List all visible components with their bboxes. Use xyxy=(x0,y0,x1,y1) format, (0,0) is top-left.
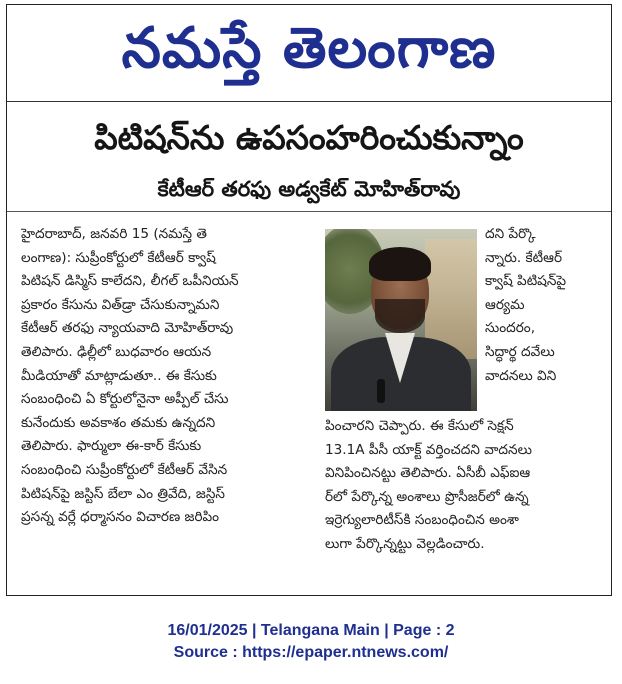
article-line: సంబంధించి సుప్రీంకోర్టులో కేటీఆర్ వేసిన xyxy=(21,461,228,478)
article-line: క్వాష్ పిటిషన్‌పై xyxy=(485,273,567,290)
article-line: వాదనలు విని xyxy=(485,367,557,384)
article-column-wide xyxy=(325,415,613,557)
article-line: పిటిషన్ డిస్మిస్ కాలేదని, లీగల్ ఒపీనియన్ xyxy=(21,273,239,290)
article-line: మీడియాతో మాట్లాడుతూ.. ఈ కేసుకు xyxy=(21,367,217,384)
article-line: ఆర్యమ xyxy=(485,296,525,313)
article-line: 13.1A పీసీ యాక్ట్ వర్తించదని వాదనలు xyxy=(325,441,532,458)
microphone-icon xyxy=(377,379,385,403)
article-line: న్నారు. కేటీఆర్ xyxy=(485,249,563,266)
article-line: వినిపించినట్టు తెలిపారు. ఏసీబీ ఎఫ్ఐఆ xyxy=(325,465,531,482)
headline-divider xyxy=(7,211,611,212)
article-line: ఇర్రెగ్యులారిటీస్‌కి సంబంధించిన అంశా xyxy=(325,512,519,529)
advocate-photo xyxy=(325,229,477,411)
photo-beard xyxy=(375,299,425,333)
article-line: సంబంధించి ఏ కోర్టులోనైనా అప్పీల్ చేసు xyxy=(21,391,229,408)
headline: పిటిషన్‌ను ఉపసంహరించుకున్నాం xyxy=(94,118,524,157)
article-line: ర్‌లో పేర్కొన్న అంశాలు ప్రొసీజర్‌లో ఉన్న xyxy=(325,488,529,505)
newspaper-clipping xyxy=(6,4,612,596)
article-column-left xyxy=(21,223,317,530)
photo-hair xyxy=(369,247,431,281)
article-line: కేటీఆర్ తరఫు న్యాయవాది మోహిత్‌రావు xyxy=(21,320,234,337)
article-line: సిద్ధార్థ దవేలు xyxy=(485,343,555,360)
article-line: ప్రకారం కేసును విత్‌డ్రా చేసుకున్నామని xyxy=(21,296,220,313)
article-line: దని పేర్కొ xyxy=(485,226,536,242)
clipping-footer xyxy=(0,620,622,664)
source-link[interactable]: Source : https://epaper.ntnews.com/ xyxy=(173,644,449,661)
article-line: లుగా పేర్కొన్నట్టు వెల్లడించారు. xyxy=(325,535,485,552)
article-line: తెలిపారు. ఢిల్లీలో బుధవారం ఆయన xyxy=(21,343,212,360)
article-line: లంగాణ): సుప్రీంకోర్టులో కేటీఆర్ క్వాష్ xyxy=(21,249,216,266)
article-line: తెలిపారు. ఫార్ములా ఈ-కార్ కేసుకు xyxy=(21,438,202,455)
article-line: పించారని చెప్పారు. ఈ కేసులో సెక్షన్ xyxy=(325,418,514,434)
masthead-divider xyxy=(7,101,611,102)
article-line: కునేందుకు అవకాశం తమకు ఉన్నదని xyxy=(21,414,216,431)
article-column-right xyxy=(485,223,611,388)
article-line: సుందరం, xyxy=(485,320,536,337)
article-line: పిటిషన్‌పై జస్టిస్ బేలా ఎం త్రివేది, జస్టిస్ xyxy=(21,485,225,502)
publication-info: 16/01/2025 | Telangana Main | Page : 2 xyxy=(167,622,455,639)
subheadline: కేటీఆర్ తరఫు అడ్వకేట్ మోహిత్‌రావు xyxy=(157,177,461,201)
article-line: ప్రసన్న వర్లే ధర్మాసనం విచారణ జరిపిం xyxy=(21,509,220,526)
article-line: హైదరాబాద్, జనవరి 15 (నమస్తే తె xyxy=(21,226,208,242)
masthead-logo: నమస్తే తెలంగాణ xyxy=(121,16,497,81)
